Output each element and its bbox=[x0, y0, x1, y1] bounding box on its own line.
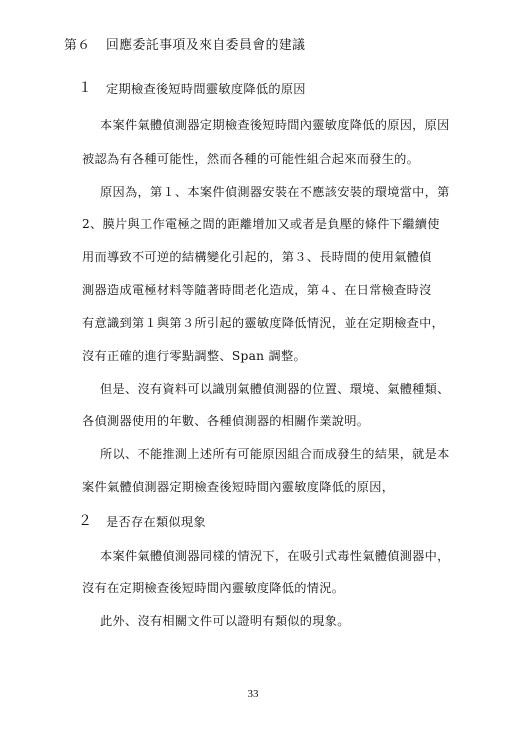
paragraph-line: 用而導致不可逆的結構變化引起的，第３、長時間的使用氣體偵 bbox=[82, 250, 432, 264]
paragraph-line: 所以、不能推測上述所有可能原因組合而成發生的結果，就是本 bbox=[100, 447, 450, 461]
paragraph-line: 2、膜片與工作電極之間的距離增加又或者是負壓的條件下繼續使 bbox=[82, 217, 440, 231]
section-1-number: １ bbox=[78, 80, 92, 96]
paragraph-line: 沒有在定期檢查後短時間內靈敏度降低的情況。 bbox=[82, 581, 345, 595]
paragraph-line: 被認為有各種可能性，然而各種的可能性組合起來而發生的。 bbox=[82, 152, 420, 166]
paragraph-line: 測器造成電極材料等隨著時間老化造成，第４、在日常檢查時沒 bbox=[82, 283, 432, 297]
paragraph-line: 此外、沒有相關文件可以證明有類似的現象。 bbox=[100, 614, 350, 628]
paragraph-line: 本案件氣體偵測器定期檢查後短時間內靈敏度降低的原因，原因 bbox=[100, 118, 450, 132]
section-2-number: ２ bbox=[78, 513, 92, 529]
paragraph-line: 原因為，第１、本案件偵測器安裝在不應該安裝的環境當中，第 bbox=[100, 185, 450, 199]
paragraph-line: 但是、沒有資料可以識別氣體偵測器的位置、環境、氣體種類、 bbox=[100, 382, 450, 396]
paragraph-line: 案件氣體偵測器定期檢查後短時間內靈敏度降低的原因， bbox=[82, 480, 395, 494]
paragraph-line: 各偵測器使用的年數、各種偵測器的相關作業說明。 bbox=[82, 414, 370, 428]
chapter-title: 回應委託事項及來自委員會的建議 bbox=[106, 38, 306, 53]
section-1-title: 定期檢查後短時間靈敏度降低的原因 bbox=[106, 82, 306, 96]
paragraph-line: 沒有正確的進行零點調整、Span 調整。 bbox=[82, 349, 306, 363]
paragraph-line: 有意識到第１與第３所引起的靈敏度降低情況，並在定期檢查中， bbox=[82, 316, 445, 330]
section-2-title: 是否存在類似現象 bbox=[106, 515, 206, 529]
chapter-label: 第６ bbox=[64, 38, 91, 53]
page-number: 33 bbox=[247, 688, 259, 700]
paragraph-line: 本案件氣體偵測器同樣的情況下，在吸引式毒性氣體偵測器中， bbox=[100, 549, 450, 563]
